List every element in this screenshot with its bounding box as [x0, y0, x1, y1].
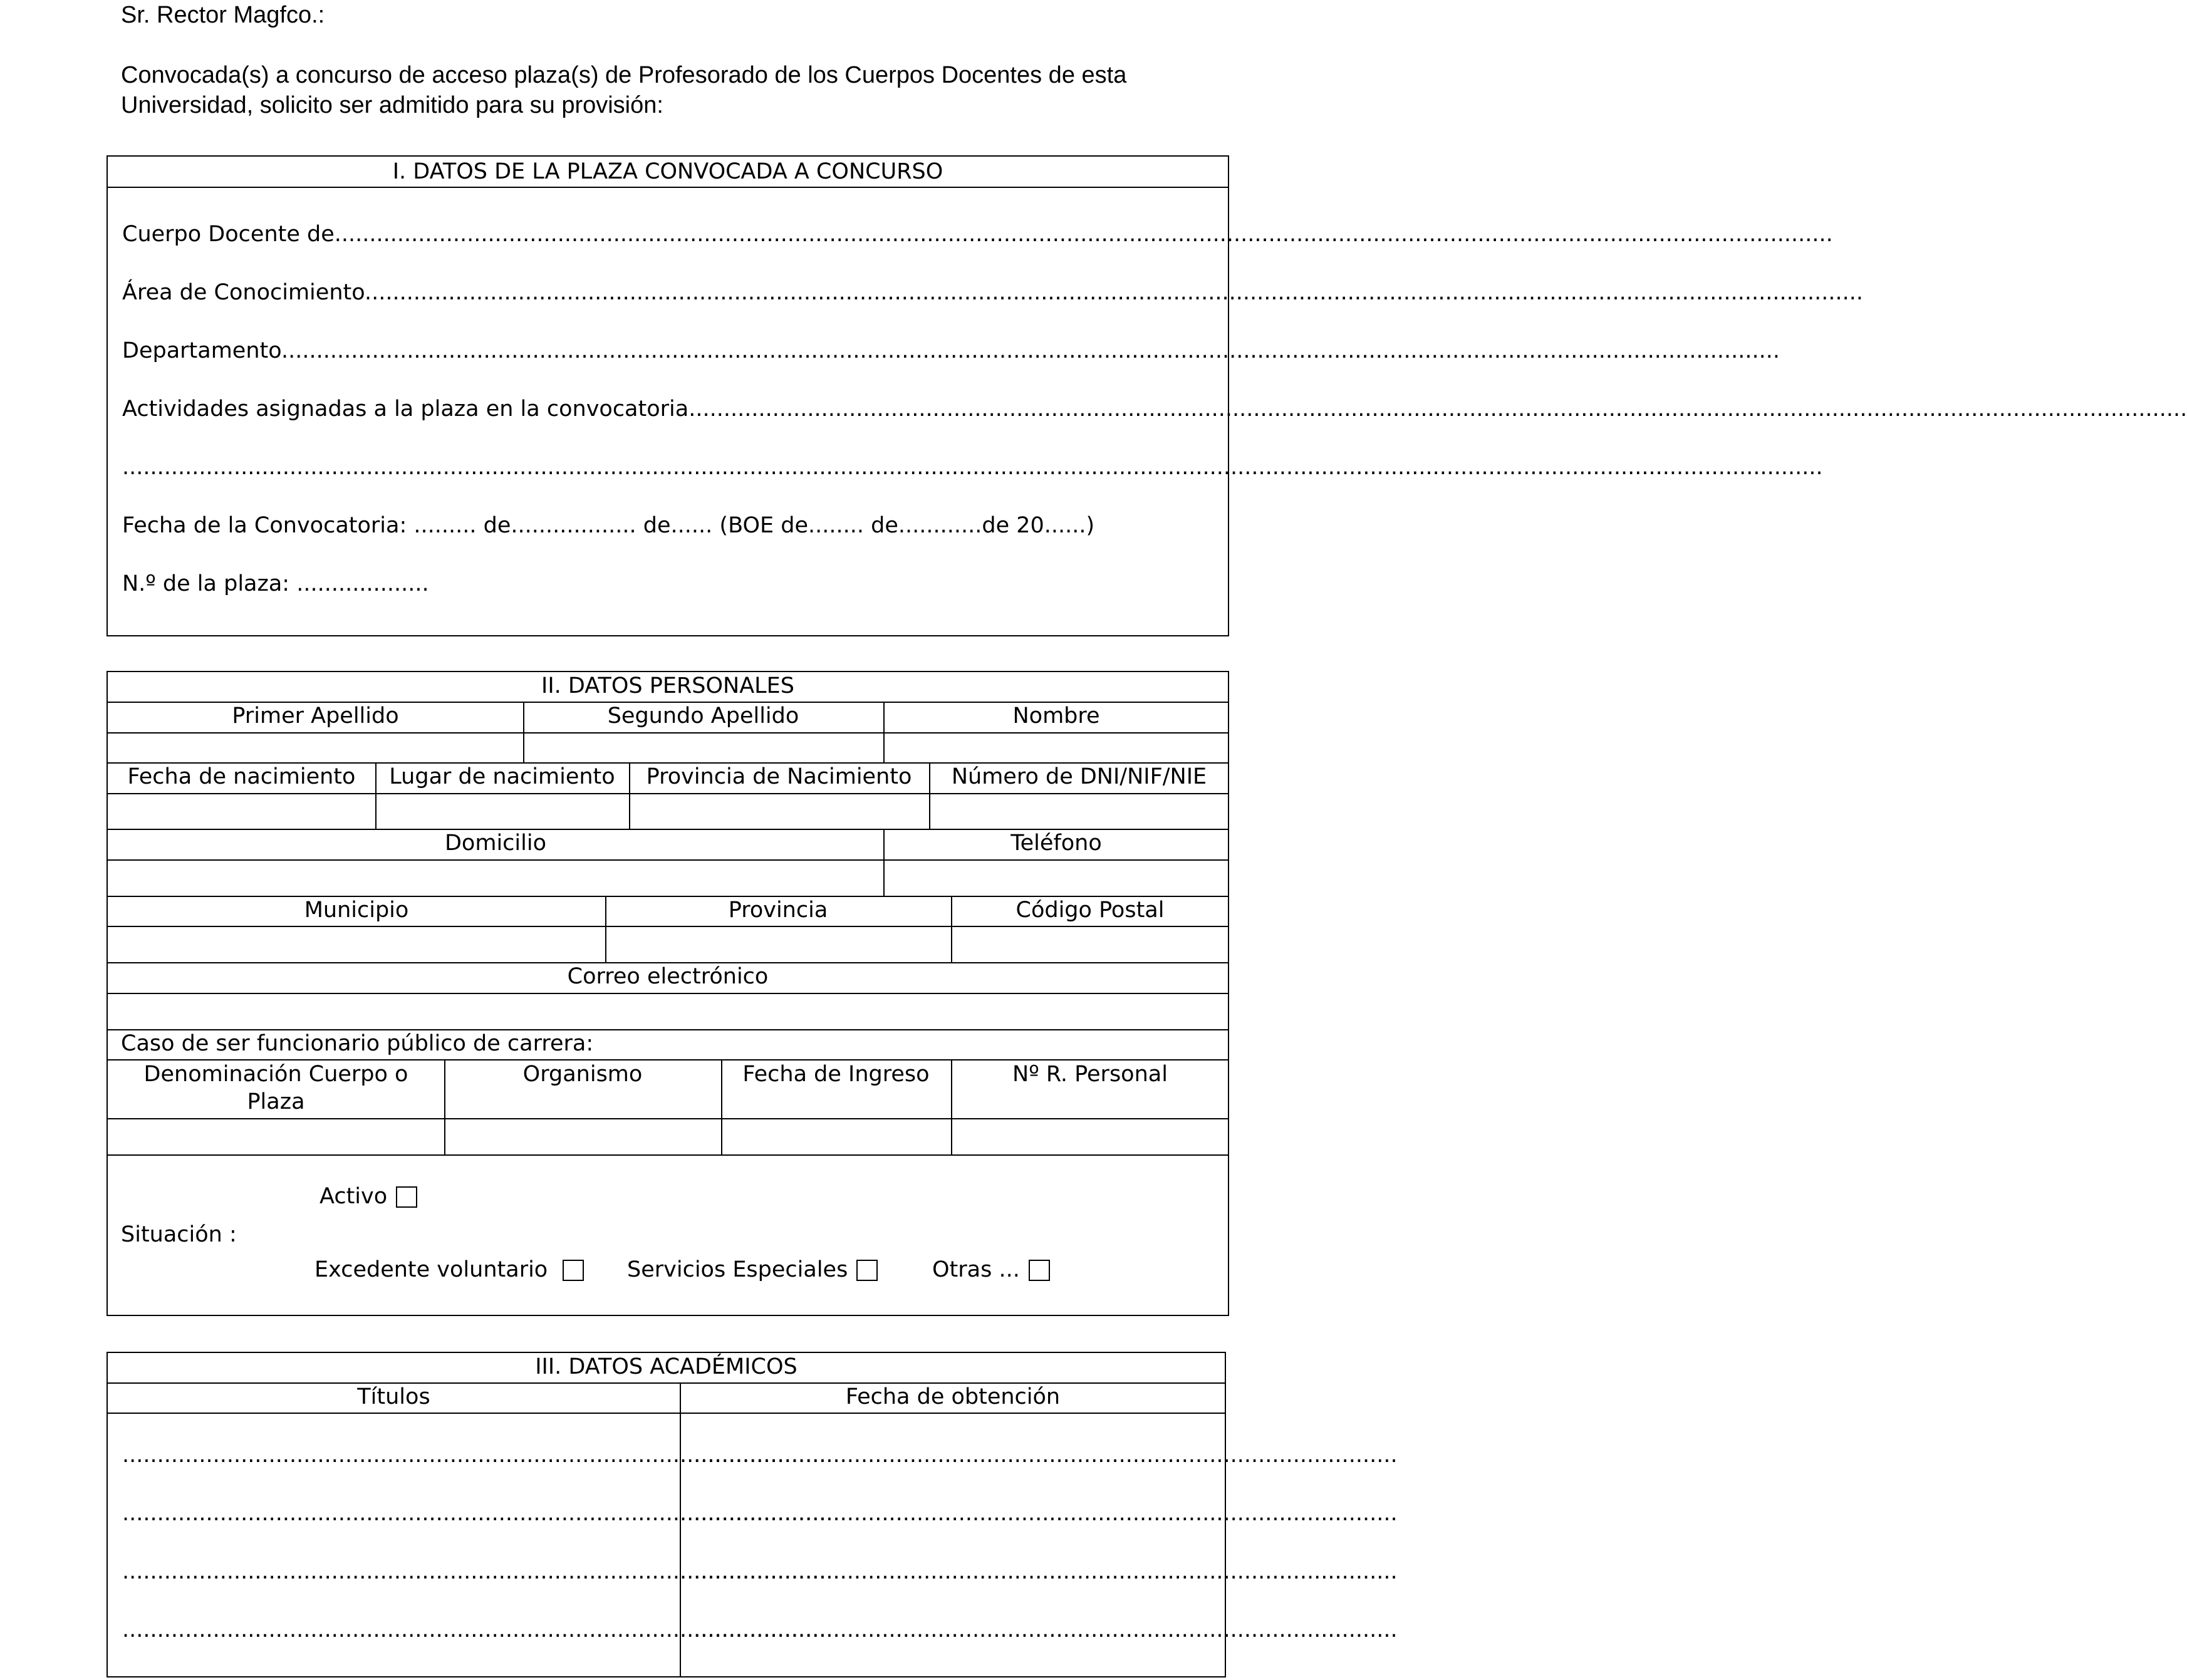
primer-apellido-label: Primer Apellido	[232, 703, 399, 729]
excedente-label: Excedente voluntario	[314, 1257, 548, 1282]
fecha-obtencion-header: Fecha de obtención	[845, 1384, 1061, 1409]
dni-label: Número de DNI/NIF/NIE	[951, 764, 1207, 789]
telefono-label: Teléfono	[1010, 831, 1102, 856]
numero-plaza[interactable]: N.º de la plaza: ...................	[122, 571, 429, 596]
section-plaza-title: I. DATOS DE LA PLAZA CONVOCADA A CONCURSO	[392, 159, 943, 184]
cuerpo-docente-label: Cuerpo Docente de	[122, 222, 335, 247]
actividades-label: Actividades asignadas a la plaza en la convocatoria	[122, 397, 689, 422]
titulo-line[interactable]: .....................................................................................................	[122, 1443, 826, 1468]
codigo-postal-label: Código Postal	[1016, 898, 1165, 923]
primer-apellido-input[interactable]	[110, 735, 521, 760]
cuerpo-docente-field[interactable]: Cuerpo Docente de.......................................................................................................................................................................................................................	[122, 222, 1833, 247]
correo-label: Correo electrónico	[567, 964, 769, 989]
organismo-label: Organismo	[522, 1062, 643, 1087]
otras-option[interactable]	[932, 1257, 1050, 1282]
municipio-label: Municipio	[304, 898, 409, 923]
provincia-label: Provincia	[728, 898, 828, 923]
section-plaza	[106, 155, 2187, 636]
segundo-apellido-input[interactable]	[526, 735, 881, 760]
provincia-nacimiento-label: Provincia de Nacimiento	[646, 764, 912, 789]
actividades-field[interactable]: Actividades asignadas a la plaza en la convocatoria.......................................................................................................................................................................................................................	[122, 397, 2187, 422]
dni-input[interactable]	[932, 796, 1227, 826]
fecha-obtencion-line[interactable]: .....................................................................................................	[694, 1501, 1398, 1526]
titulos-header: Títulos	[357, 1384, 430, 1409]
correo-input[interactable]	[110, 995, 1227, 1027]
fecha-ingreso-input[interactable]	[724, 1121, 948, 1152]
lugar-nacimiento-label: Lugar de nacimiento	[389, 764, 615, 789]
codigo-postal-input[interactable]	[953, 928, 1227, 960]
section-academicos	[106, 1352, 1398, 1677]
provincia-nacimiento-input[interactable]	[631, 796, 927, 826]
titulo-line[interactable]: .....................................................................................................	[122, 1617, 826, 1642]
activo-label: Activo	[319, 1184, 388, 1209]
fecha-ingreso-label: Fecha de Ingreso	[742, 1062, 930, 1087]
segundo-apellido-label: Segundo Apellido	[607, 703, 799, 729]
intro-line-2: Universidad, solicito ser admitido para su provisión:	[121, 92, 663, 118]
registro-personal-input[interactable]	[953, 1121, 1227, 1152]
otras-checkbox[interactable]	[1029, 1260, 1050, 1281]
fecha-convocatoria[interactable]: Fecha de la Convocatoria: ......... de.................. de...... (BOE de........ de............de 20......)	[122, 513, 1095, 538]
nombre-label: Nombre	[1012, 703, 1100, 729]
otras-label: Otras ...	[932, 1257, 1020, 1282]
fecha-nacimiento-label: Fecha de nacimiento	[127, 764, 356, 789]
situacion-label: Situación :	[121, 1222, 237, 1247]
section-personales	[106, 671, 1229, 1316]
salutation: Sr. Rector Magfco.:	[121, 2, 325, 28]
fecha-obtencion-line[interactable]: .....................................................................................................	[694, 1559, 1398, 1584]
titulo-line[interactable]: .....................................................................................................	[122, 1559, 826, 1584]
intro-line-1: Convocada(s) a concurso de acceso plaza(s) de Profesorado de los Cuerpos Docentes de esta	[121, 62, 1127, 88]
excedente-option[interactable]	[314, 1257, 584, 1282]
domicilio-input[interactable]	[110, 862, 881, 893]
area-conocimiento-field[interactable]: Área de Conocimiento.......................................................................................................................................................................................................................	[122, 280, 1864, 305]
titulo-line[interactable]: .....................................................................................................	[122, 1501, 826, 1526]
servicios-label: Servicios Especiales	[627, 1257, 848, 1282]
lugar-nacimiento-input[interactable]	[378, 796, 626, 826]
section-academicos-title: III. DATOS ACADÉMICOS	[535, 1354, 797, 1379]
fecha-obtencion-line[interactable]: .....................................................................................................	[694, 1443, 1398, 1468]
domicilio-label: Domicilio	[444, 831, 546, 856]
telefono-input[interactable]	[886, 862, 1227, 893]
funcionario-label: Caso de ser funcionario público de carrera:	[121, 1031, 594, 1056]
nombre-input[interactable]	[886, 735, 1227, 760]
organismo-input[interactable]	[447, 1121, 719, 1152]
denominacion-cuerpo-input[interactable]	[110, 1121, 442, 1152]
actividades-continuation-field[interactable]: ....................................................................................................................................................................................................................................................	[122, 455, 1823, 480]
section-personales-title: II. DATOS PERSONALES	[541, 673, 794, 698]
registro-personal-label: Nº R. Personal	[1012, 1062, 1168, 1087]
fecha-nacimiento-input[interactable]	[110, 796, 373, 826]
activo-option[interactable]	[319, 1184, 417, 1209]
servicios-checkbox[interactable]	[856, 1260, 878, 1281]
departamento-field[interactable]: Departamento.......................................................................................................................................................................................................................	[122, 338, 1780, 363]
activo-checkbox[interactable]	[396, 1186, 417, 1208]
excedente-checkbox[interactable]	[563, 1260, 584, 1281]
municipio-input[interactable]	[110, 928, 603, 960]
denominacion-cuerpo-label: Denominación Cuerpo o Plaza	[143, 1062, 408, 1114]
area-conocimiento-label: Área de Conocimiento	[122, 280, 365, 305]
servicios-option[interactable]	[627, 1257, 878, 1282]
departamento-label: Departamento	[122, 338, 282, 363]
fecha-obtencion-line[interactable]: .....................................................................................................	[694, 1617, 1398, 1642]
provincia-input[interactable]	[608, 928, 948, 960]
